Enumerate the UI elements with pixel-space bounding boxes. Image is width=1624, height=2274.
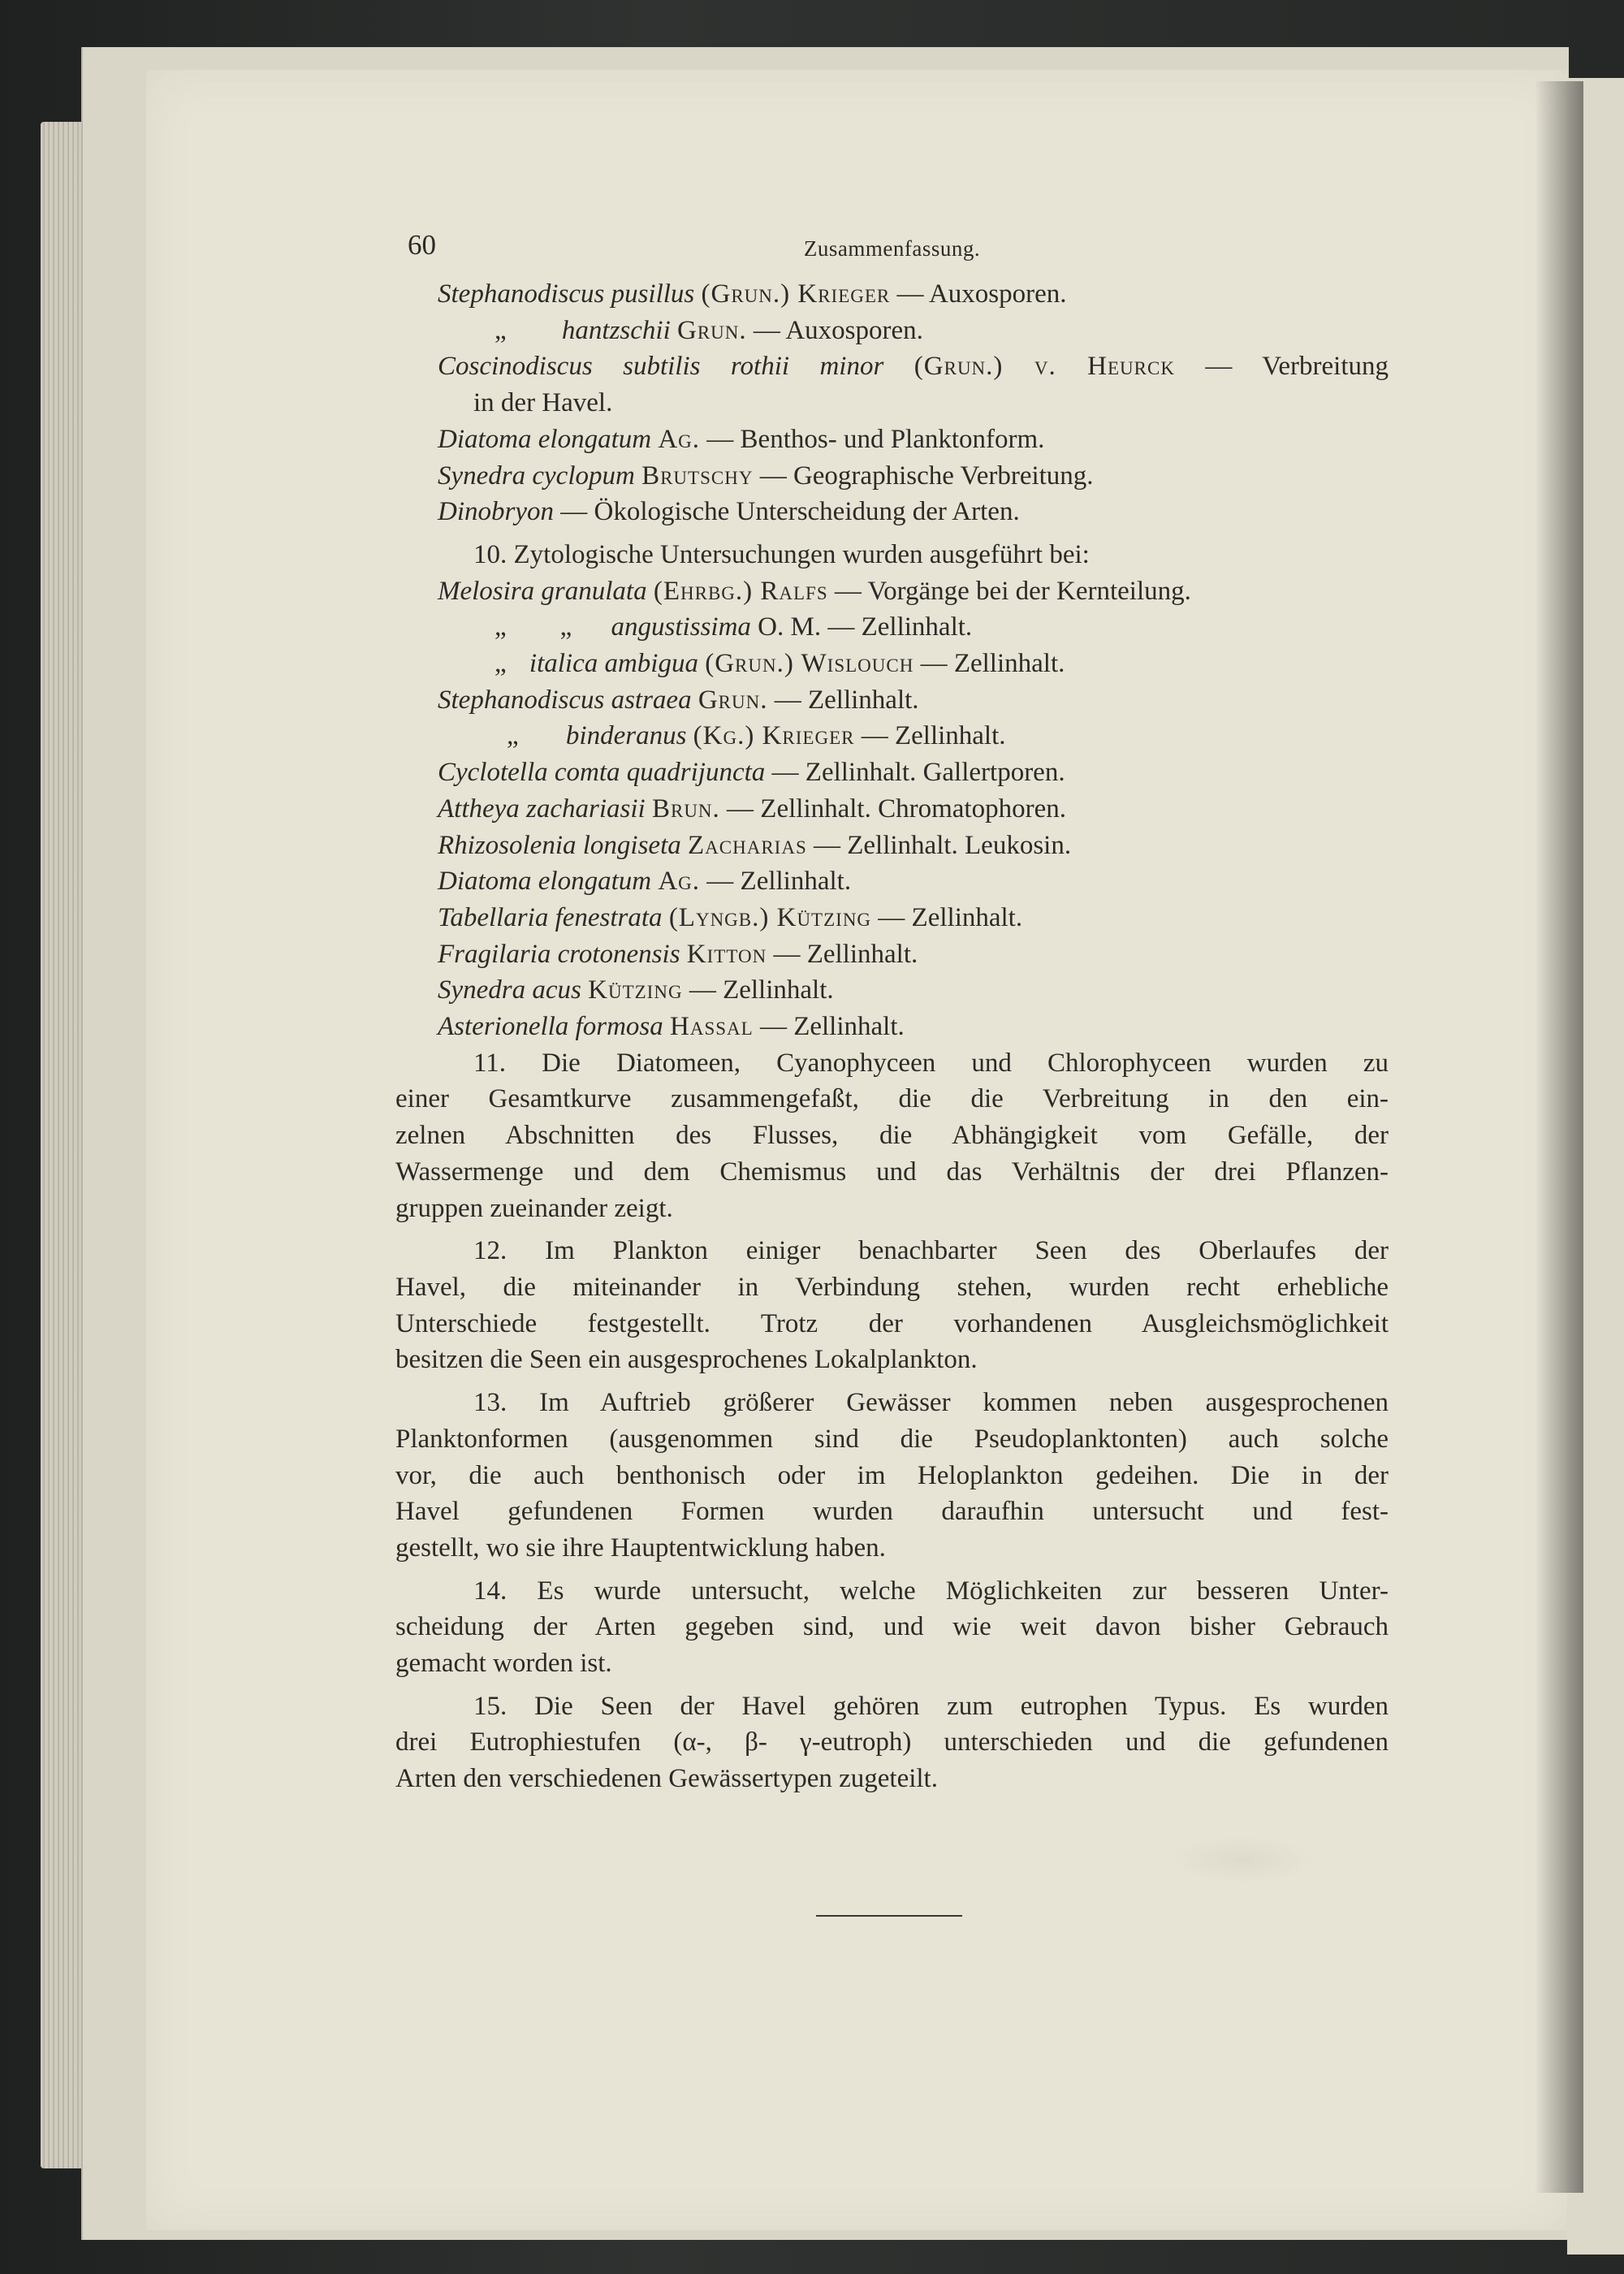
taxon-author: (Grun.) Wislouch xyxy=(705,649,914,679)
list-item xyxy=(395,682,1389,719)
list-item xyxy=(395,972,1389,1009)
taxon-note: — Auxosporen. xyxy=(753,315,923,345)
taxon-name: Tabellaria fenestrata xyxy=(438,902,663,932)
taxon-author: O. M. xyxy=(758,612,822,642)
taxon-author: (Grun.) v. Heurck xyxy=(914,352,1175,382)
text-line: Arten den verschiedenen Gewässertypen zugeteilt. xyxy=(395,1764,938,1794)
taxon-name: Stephanodiscus pusillus xyxy=(438,279,695,309)
list-item xyxy=(395,276,1389,313)
taxon-note: — Auxosporen. xyxy=(896,279,1067,309)
text-line: gemacht worden ist. xyxy=(395,1649,612,1679)
list-item xyxy=(395,1009,1389,1045)
list-item xyxy=(395,348,1389,385)
taxon-name: italica ambigua xyxy=(529,649,698,679)
taxon-note: — Zellinhalt. xyxy=(878,902,1023,932)
taxon-author: Ag. xyxy=(658,424,701,454)
taxon-note: — Benthos- und Planktonform. xyxy=(706,424,1045,454)
list-item xyxy=(395,313,1389,349)
taxon-author: Brun. xyxy=(651,793,720,824)
paper-stain xyxy=(1169,1835,1315,1884)
taxon-note: — Zellinhalt. xyxy=(774,685,919,715)
taxon-author: (Grun.) Krieger xyxy=(701,279,891,309)
text-line: gestellt, wo sie ihre Hauptentwicklung haben. xyxy=(395,1533,886,1563)
taxon-name: Asterionella formosa xyxy=(438,1012,663,1042)
ditto-mark: „ xyxy=(495,649,507,679)
taxon-note: — Zellinhalt. xyxy=(706,867,852,897)
taxon-name: Melosira granulata xyxy=(438,576,647,606)
taxon-author: Kützing xyxy=(588,975,683,1005)
running-title: Zusammenfassung. xyxy=(803,236,981,261)
taxon-name: Synedra acus xyxy=(438,975,581,1005)
taxon-name: Diatoma elongatum xyxy=(438,867,652,897)
taxon-note: — Ökologische Unterscheidung der Arten. xyxy=(560,497,1020,527)
text-line: Planktonformen (ausgenommen sind die Pseudoplanktonten) auch solche xyxy=(395,1424,1389,1454)
text-line: 14. Es wurde untersucht, welche Möglichkeiten zur besseren Unter- xyxy=(473,1576,1389,1606)
text-line: vor, die auch benthonisch oder im Heloplankton gedeihen. Die in der xyxy=(395,1460,1389,1490)
list-item xyxy=(395,718,1389,754)
paragraph-12 xyxy=(395,1233,1389,1378)
taxon-name: Cyclotella comta quadrijuncta xyxy=(438,758,766,788)
taxon-note-continuation: in der Havel. xyxy=(473,388,613,418)
taxon-note: — Zellinhalt. xyxy=(827,612,973,642)
taxon-name: Dinobryon xyxy=(438,497,554,527)
text-line: Unterschiede festgestellt. Trotz der vorhandenen Ausgleichsmöglichkeit xyxy=(395,1308,1389,1338)
list-item xyxy=(395,609,1389,646)
taxon-note: — Zellinhalt. Leukosin. xyxy=(813,830,1072,860)
text-line: Havel, die miteinander in Verbindung stehen, wurden recht erhebliche xyxy=(395,1272,1389,1302)
list-item xyxy=(395,646,1389,682)
taxon-name: binderanus xyxy=(565,721,687,751)
text-line: Wassermenge und dem Chemismus und das Verhältnis der drei Pflanzen- xyxy=(395,1156,1389,1187)
text-line: Havel gefundenen Formen wurden daraufhin untersucht und fest- xyxy=(395,1497,1389,1527)
taxon-author: Kitton xyxy=(686,939,767,969)
page-header xyxy=(395,227,1389,276)
text-line: gruppen zueinander zeigt. xyxy=(395,1193,673,1223)
page-text xyxy=(395,227,1389,1797)
binding-shadow xyxy=(1535,81,1583,2193)
taxa-list-b xyxy=(395,573,1389,1045)
list-item xyxy=(395,900,1389,936)
taxa-list-a xyxy=(395,276,1389,530)
taxon-note: — Zellinhalt. xyxy=(920,649,1065,679)
taxon-author: Hassal xyxy=(670,1012,754,1042)
taxon-name: Diatoma elongatum xyxy=(438,424,652,454)
taxon-note: — Zellinhalt. Chromatophoren. xyxy=(727,793,1066,824)
taxon-note: — Zellinhalt. xyxy=(861,721,1006,751)
text-line: scheidung der Arten gegeben sind, und wie weit davon bisher Gebrauch xyxy=(395,1612,1389,1642)
text-line: einer Gesamtkurve zusammengefaßt, die die Verbreitung in den ein- xyxy=(395,1084,1389,1114)
list-item xyxy=(395,936,1389,973)
text-line: 13. Im Auftrieb größerer Gewässer kommen neben ausgesprochenen xyxy=(473,1388,1389,1418)
taxon-author: Ag. xyxy=(658,867,701,897)
list-item xyxy=(395,828,1389,864)
taxon-name: Attheya zachariasii xyxy=(438,793,646,824)
taxon-note: — Zellinhalt. xyxy=(759,1012,905,1042)
taxon-note: — Verbreitung xyxy=(1205,352,1389,382)
taxon-author: (Lyngb.) Kützing xyxy=(668,902,872,932)
text-line: besitzen die Seen ein ausgesprochenes Lokalplankton. xyxy=(395,1345,978,1375)
paragraph-14 xyxy=(395,1573,1389,1682)
list-item xyxy=(395,573,1389,610)
list-item xyxy=(395,494,1389,530)
taxon-note: — Vorgänge bei der Kernteilung. xyxy=(834,576,1191,606)
list-item xyxy=(395,791,1389,828)
paragraph-15 xyxy=(395,1688,1389,1797)
taxon-name: Rhizosolenia longiseta xyxy=(438,830,681,860)
paragraph-13 xyxy=(395,1385,1389,1567)
paragraph-11 xyxy=(395,1045,1389,1227)
taxon-note: — Zellinhalt. xyxy=(689,975,834,1005)
taxon-author: Grun. xyxy=(677,315,747,345)
taxon-name: Fragilaria crotonensis xyxy=(438,939,680,969)
taxon-author: Grun. xyxy=(698,685,768,715)
taxon-author: (Ehrbg.) Ralfs xyxy=(653,576,828,606)
taxon-author: Brutschy xyxy=(641,460,754,491)
ditto-mark: „ „ xyxy=(495,612,572,642)
taxon-note: — Geographische Verbreitung. xyxy=(759,460,1094,491)
ditto-mark: „ xyxy=(495,315,507,345)
list-item xyxy=(395,458,1389,495)
ditto-mark: „ xyxy=(507,721,519,751)
taxon-name: Coscinodiscus subtilis rothii minor xyxy=(438,352,884,382)
text-line: drei Eutrophiestufen (α-, β- γ-eutroph) unterschieden und die gefundenen xyxy=(395,1727,1389,1757)
taxon-note: — Zellinhalt. xyxy=(773,939,918,969)
taxon-name: Synedra cyclopum xyxy=(438,460,635,491)
page-number: 60 xyxy=(408,229,436,261)
text-line: 11. Die Diatomeen, Cyanophyceen und Chlorophyceen wurden zu xyxy=(473,1048,1389,1078)
list-item xyxy=(395,754,1389,791)
taxon-author: Zacharias xyxy=(688,830,807,860)
list-item xyxy=(395,863,1389,900)
taxon-name: hantzschii xyxy=(561,315,671,345)
taxon-note: — Zellinhalt. Gallertporen. xyxy=(771,758,1065,788)
taxon-name: angustissima xyxy=(611,612,751,642)
paragraph-10: 10. Zytologische Untersuchungen wurden ausgeführt bei: xyxy=(473,539,1090,569)
section-end-rule xyxy=(816,1915,962,1917)
list-item xyxy=(395,422,1389,458)
text-line: zelnen Abschnitten des Flusses, die Abhängigkeit vom Gefälle, der xyxy=(395,1121,1389,1151)
list-item-continuation xyxy=(395,385,1389,422)
taxon-name: Stephanodiscus astraea xyxy=(438,685,692,715)
text-line: 12. Im Plankton einiger benachbarter Seen des Oberlaufes der xyxy=(473,1236,1389,1266)
taxon-author: (Kg.) Krieger xyxy=(693,721,855,751)
text-line: 15. Die Seen der Havel gehören zum eutrophen Typus. Es wurden xyxy=(473,1691,1389,1721)
